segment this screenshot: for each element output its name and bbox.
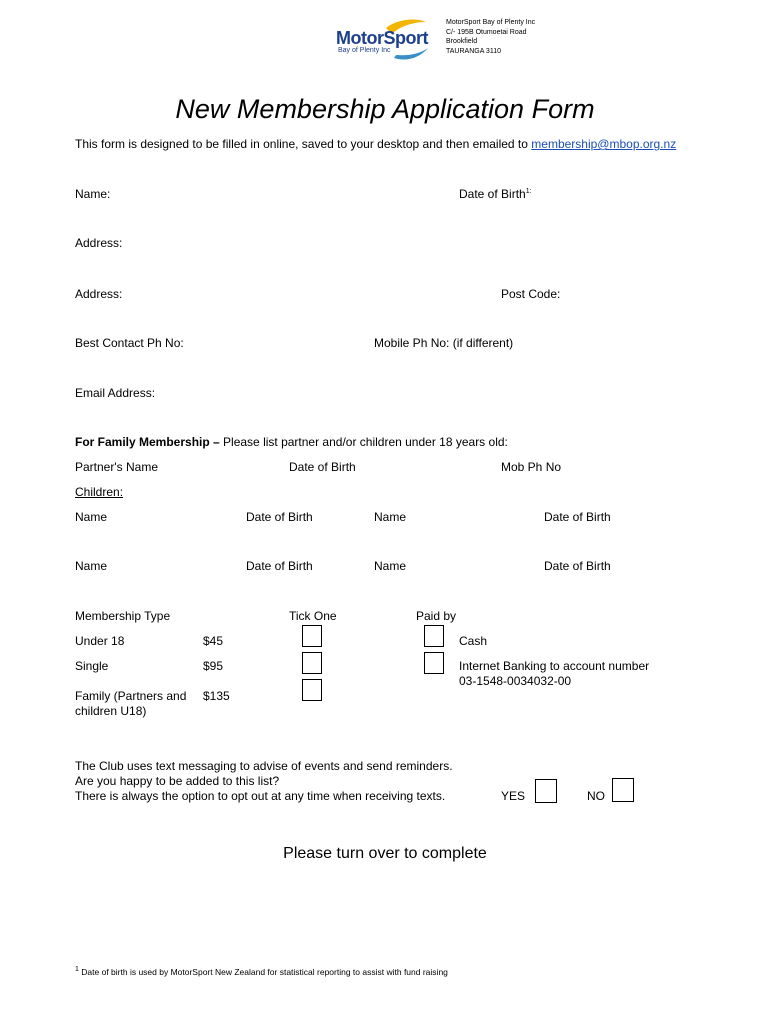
dob-footnote-mark: 1: — [525, 188, 532, 195]
no-checkbox[interactable] — [612, 778, 634, 802]
intro-sentence: This form is designed to be filled in online, saved to your desktop and then emailed to — [75, 137, 532, 151]
internet-banking-checkbox[interactable] — [424, 652, 444, 674]
best-phone-label: Best Contact Ph No: — [75, 336, 184, 350]
postcode-label: Post Code: — [501, 287, 561, 301]
no-label: NO — [587, 789, 605, 803]
address-line: Brookfield — [446, 38, 478, 45]
partner-mob-label: Mob Ph No — [501, 460, 562, 474]
membership-price-family: $135 — [203, 689, 230, 703]
family-heading-bold: For Family Membership – — [75, 435, 220, 449]
mobile-label: Mobile Ph No: (if different) — [374, 336, 514, 350]
child-dob-label: Date of Birth — [246, 559, 313, 573]
child-name-label: Name — [75, 510, 108, 524]
yes-label: YES — [501, 789, 526, 803]
address-line: TAURANGA 3110 — [446, 47, 501, 55]
address-line: MotorSport Bay of Plenty Inc — [446, 19, 536, 26]
bank-account-number: 03-1548-0034032-00 — [459, 674, 572, 688]
family-checkbox[interactable] — [302, 679, 322, 701]
logo-main-text: MotorSport — [336, 28, 428, 48]
partner-name-label: Partner's Name — [75, 460, 158, 474]
dob-label — [459, 187, 532, 201]
name-label: Name: — [75, 187, 111, 201]
address-line: C/- 195B Otumoetai Road — [446, 28, 527, 36]
address-label-1: Address: — [75, 236, 123, 250]
texting-line: Are you happy to be added to this list? — [75, 774, 280, 788]
membership-email-link[interactable]: membership@mbop.org.nz — [531, 137, 677, 151]
dob-text: Date of Birth — [459, 187, 526, 201]
child-dob-label: Date of Birth — [544, 510, 611, 524]
footnote-mark: 1 — [75, 966, 79, 973]
membership-type-header: Membership Type — [75, 609, 171, 623]
yes-checkbox[interactable] — [535, 779, 557, 803]
texting-line: The Club uses text messaging to advise of events and send reminders. — [75, 759, 453, 773]
membership-type-single: Single — [75, 659, 109, 673]
membership-type-family: Family (Partners and children U18) — [75, 689, 187, 718]
single-checkbox[interactable] — [302, 652, 322, 674]
internet-banking-label — [459, 659, 649, 689]
logo-sub-text: Bay of Plenty Inc — [338, 47, 391, 54]
child-name-label: Name — [374, 559, 407, 573]
membership-type-under18: Under 18 — [75, 634, 125, 648]
child-dob-label: Date of Birth — [544, 559, 611, 573]
partner-dob-label: Date of Birth — [289, 460, 356, 474]
footnote — [75, 966, 448, 977]
family-heading-rest: Please list partner and/or children under 18 years old: — [219, 435, 508, 449]
texting-info — [75, 759, 453, 804]
form-title: New Membership Application Form — [175, 94, 595, 124]
child-dob-label: Date of Birth — [246, 510, 313, 524]
child-name-label: Name — [374, 510, 407, 524]
under18-checkbox[interactable] — [302, 625, 322, 647]
membership-price-single: $95 — [203, 659, 224, 673]
cash-checkbox[interactable] — [424, 625, 444, 647]
paid-by-header: Paid by — [416, 609, 457, 623]
intro-text — [75, 137, 676, 151]
texting-line: There is always the option to opt out at any time when receiving texts. — [75, 789, 446, 803]
club-address — [446, 18, 535, 56]
tick-one-header: Tick One — [289, 609, 337, 623]
turn-over-text: Please turn over to complete — [283, 845, 487, 862]
child-name-label: Name — [75, 559, 108, 573]
family-heading — [75, 435, 508, 449]
address-label-2: Address: — [75, 287, 123, 301]
children-label: Children: — [75, 485, 124, 499]
email-label: Email Address: — [75, 386, 156, 400]
cash-label: Cash — [459, 634, 488, 648]
membership-price-under18: $45 — [203, 634, 224, 648]
logo — [334, 18, 434, 62]
internet-banking-text: Internet Banking to account number — [459, 659, 650, 673]
footnote-text: Date of birth is used by MotorSport New Zealand for statistical reporting to assist with fund raising — [81, 966, 448, 977]
